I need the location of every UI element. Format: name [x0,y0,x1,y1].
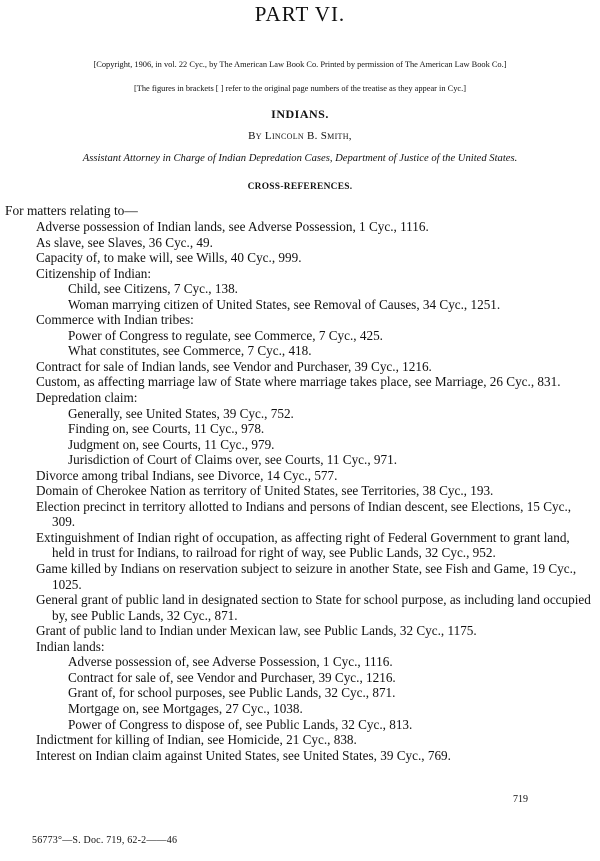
list-item: Depredation claim: [36,390,138,406]
sub-entry: What constitutes, see Commerce, 7 Cyc., 418. [68,343,312,359]
document-reference: 56773°—S. Doc. 719, 62-2——46 [32,835,178,846]
copyright-notice: [Copyright, 1906, in vol. 22 Cyc., by The American Law Book Co. Printed by permission of The American Law Book Co.] [93,60,507,69]
list-item: General grant of public land in designated section to State for school purpose, as including land occupied by, see Public Lands, 32 Cyc., 871. [36,592,591,623]
article-title: INDIANS. [271,107,329,121]
brackets-note: [The figures in brackets [ ] refer to the original page numbers of the treatise as they appear in Cyc.] [133,84,467,93]
list-item: Capacity of, to make will, see Wills, 40 Cyc., 999. [36,250,302,266]
sub-entry: Contract for sale of, see Vendor and Purchaser, 39 Cyc., 1216. [68,669,396,685]
list-item: Domain of Cherokee Nation as territory of United States, see Territories, 38 Cyc., 193. [36,483,494,499]
part-heading: PART VI. [254,2,346,26]
sub-entry: Power of Congress to dispose of, see Public Lands, 32 Cyc., 813. [68,716,413,732]
list-item: Divorce among tribal Indians, see Divorce, 14 Cyc., 577. [36,467,338,483]
sub-entry: Adverse possession of, see Adverse Possession, 1 Cyc., 1116. [68,654,393,670]
sub-entry: Grant of, for school purposes, see Public Lands, 32 Cyc., 871. [68,685,396,701]
cross-reference-list [0,219,600,763]
author-line [0,130,600,142]
list-item: As slave, see Slaves, 36 Cyc., 49. [36,234,213,250]
list-item: Election precinct in territory allotted to Indians and persons of Indian descent, see Elections, 15 Cyc., 309. [36,498,572,530]
list-item: Interest on Indian claim against United States, see United States, 39 Cyc., 769. [36,747,451,763]
list-item: Game killed by Indians on reservation subject to seizure in another State, see Fish and Game, 19 Cyc., 1025. [36,561,577,592]
list-item: Custom, as affecting marriage law of State where marriage takes place, see Marriage, 26 Cyc., 831. [36,374,561,390]
page-number: 719 [513,794,528,805]
intro-line: For matters relating to— [5,203,138,218]
author-affiliation: Assistant Attorney in Charge of Indian Depredation Cases, Department of Justice of the United States. [82,153,518,164]
sub-entry: Mortgage on, see Mortgages, 27 Cyc., 1038. [68,700,303,716]
cross-references-heading: CROSS-REFERENCES. [247,182,353,192]
sub-entry: Judgment on, see Courts, 11 Cyc., 979. [68,436,275,452]
sub-entry: Woman marrying citizen of United States, see Removal of Causes, 34 Cyc., 1251. [68,296,501,312]
author-name: Lincoln B. Smith, [264,130,352,142]
sub-entry: Power of Congress to regulate, see Commerce, 7 Cyc., 425. [68,327,383,343]
sub-entry: Generally, see United States, 39 Cyc., 752. [68,405,294,421]
list-item: Extinguishment of Indian right of occupation, as affecting right of Federal Government to grant land, held in trust for Indians, to railroad for right of way, see Public Lands, 32 Cyc., 952. [36,529,570,561]
sub-entry: Jurisdiction of Court of Claims over, see Courts, 11 Cyc., 971. [68,452,398,468]
list-item: Commerce with Indian tribes: [36,312,194,328]
list-item: Grant of public land to Indian under Mexican law, see Public Lands, 32 Cyc., 1175. [36,623,477,639]
list-item: Adverse possession of Indian lands, see Adverse Possession, 1 Cyc., 1116. [36,219,429,234]
list-item: Contract for sale of Indian lands, see Vendor and Purchaser, 39 Cyc., 1216. [36,358,432,374]
list-item: Indian lands: [36,638,105,654]
sub-entry: Finding on, see Courts, 11 Cyc., 978. [68,421,265,437]
list-item: Citizenship of Indian: [36,265,152,281]
author-by: By [248,130,262,142]
list-item: Indictment for killing of Indian, see Homicide, 21 Cyc., 838. [36,732,357,748]
sub-entry: Child, see Citizens, 7 Cyc., 138. [68,281,238,297]
